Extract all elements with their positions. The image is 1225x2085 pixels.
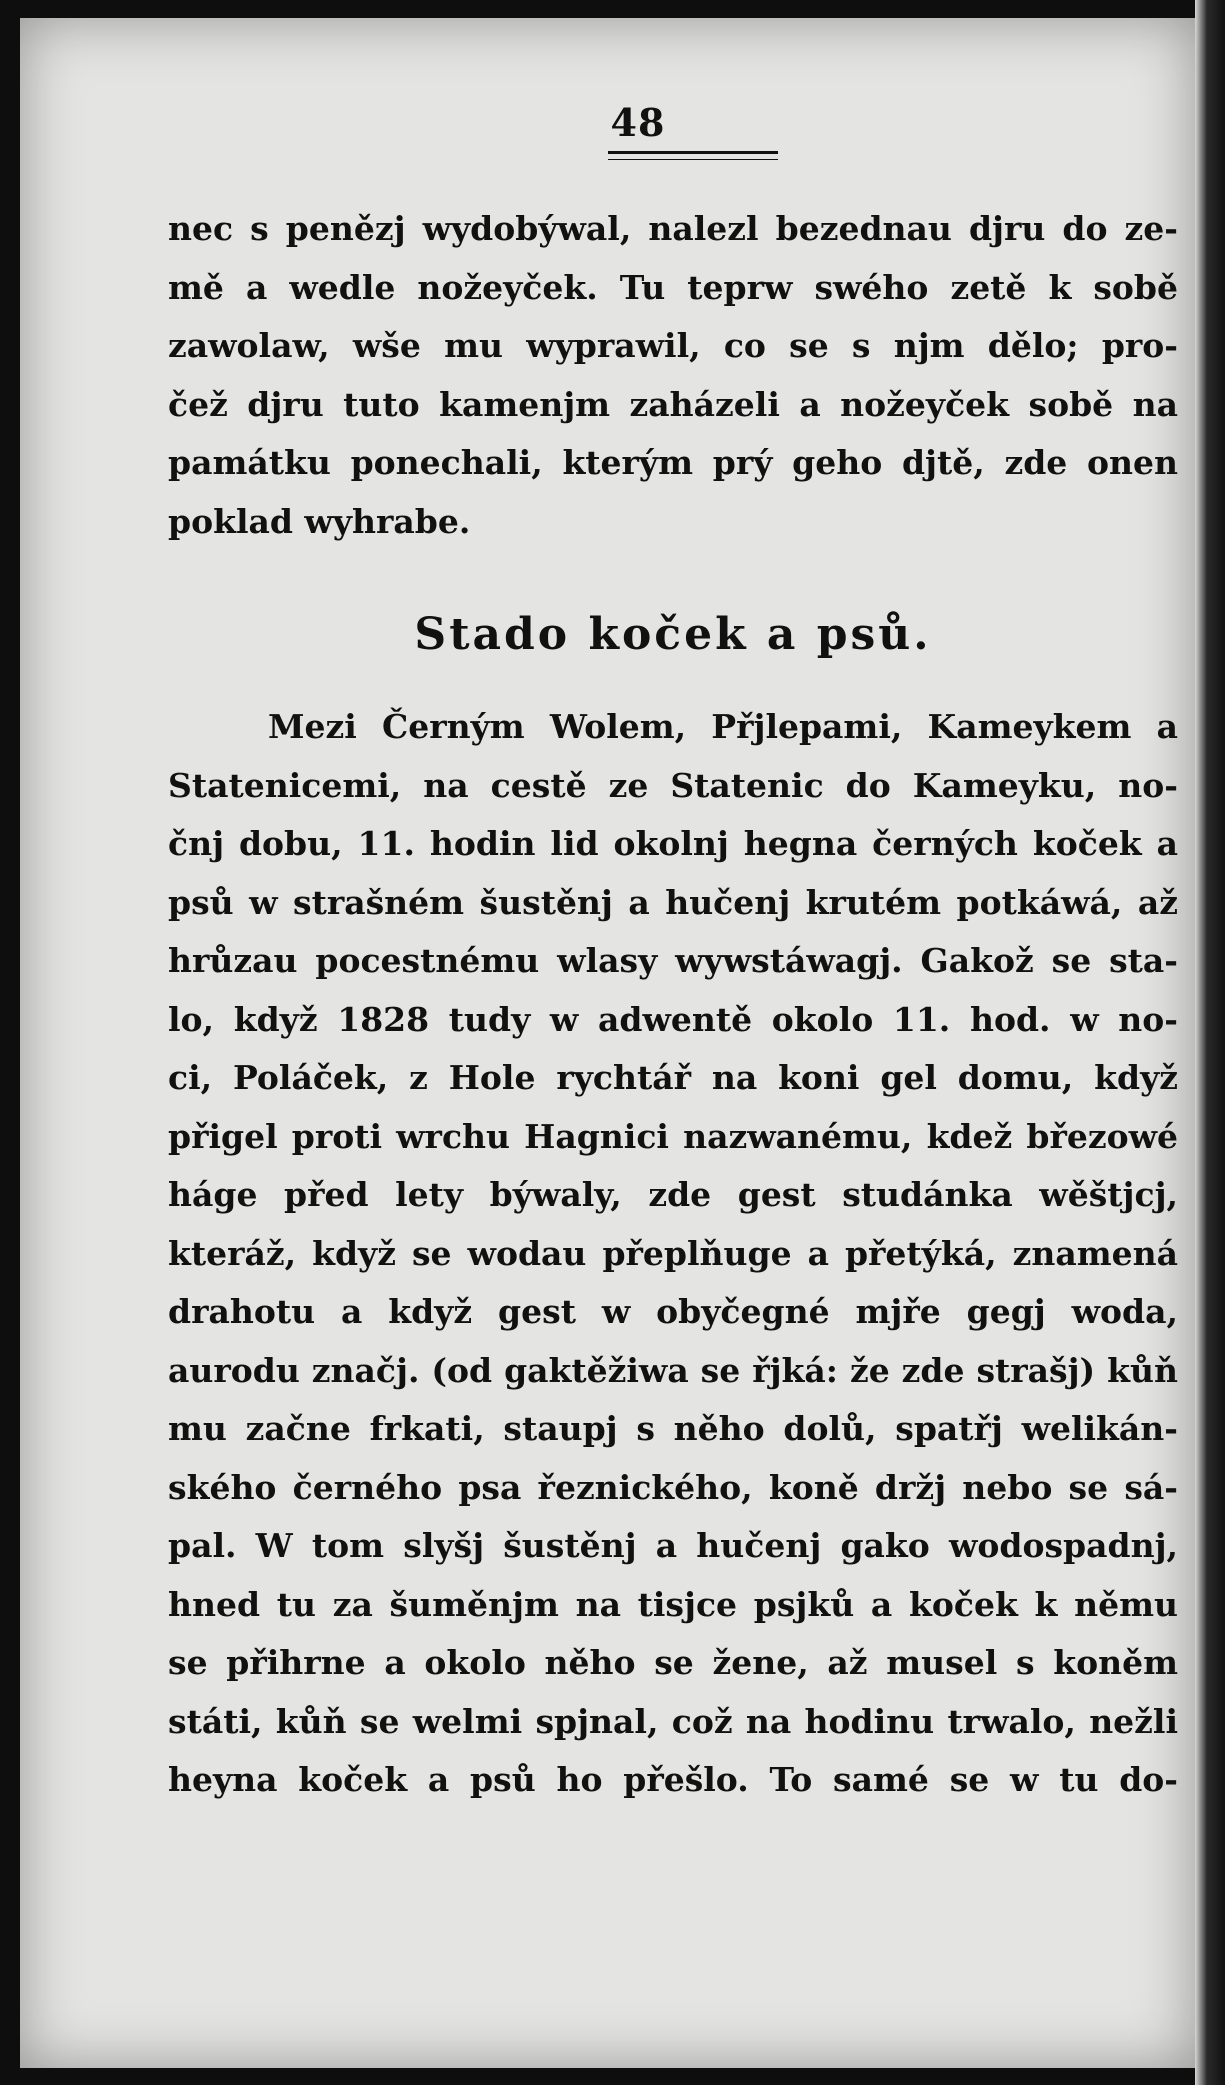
section-heading: Stado koček a psů.: [414, 609, 932, 660]
text-line: čež djru tuto kamenjm zaházeli a nožeyček sobě na: [168, 384, 1178, 424]
text-line: heyna koček a psů ho přešlo. To samé se w tu do-: [168, 1760, 1178, 1799]
text-line: lo, když 1828 tudy w adwentě okolo 11. hod. w no-: [168, 999, 1178, 1039]
text-line: kteráž, když se wodau přeplňuge a přetýká, znamená: [168, 1233, 1178, 1273]
text-line: památku ponechali, kterým prý geho djtě, zde onen: [168, 443, 1178, 482]
text-line: ci, Poláček, z Hole rychtář na koni gel domu, když: [168, 1058, 1178, 1097]
text-line: státi, kůň se welmi spjnal, což na hodinu trwalo, nežli: [168, 1701, 1178, 1741]
paragraph-2: [168, 698, 1178, 1810]
text-line: Mezi Černým Wolem, Přjlepami, Kameykem a: [268, 707, 1178, 746]
text-line: mu začne frkati, staupj s něho dolů, spatřj welikán-: [168, 1409, 1178, 1448]
text-line: mě a wedle nožeyček. Tu teprw swého zetě k sobě: [168, 267, 1178, 307]
page-edge-shadow: [1195, 0, 1225, 2085]
text-line: zawolaw, wše mu wyprawil, co se s njm dělo; pro-: [168, 326, 1178, 365]
page-number-rule: [608, 151, 778, 160]
text-line: hned tu za šuměnjm na tisjce psjků a koček k němu: [168, 1584, 1178, 1624]
text-line: pal. W tom slyšj šustěnj a hučenj gako wodospadnj,: [168, 1526, 1178, 1565]
text-line: Statenicemi, na cestě ze Statenic do Kameyku, no-: [168, 765, 1178, 805]
text-line: háge před lety býwaly, zde gest studánka wěštjcj,: [168, 1175, 1178, 1214]
paragraph-1: [168, 200, 1178, 551]
text-line: přigel proti wrchu Hagnici nazwanému, kdež březowé: [168, 1116, 1178, 1156]
page-content: [168, 100, 1178, 1810]
text-line: poklad wyhrabe.: [168, 501, 471, 541]
text-line: drahotu a když gest w obyčegné mjře gegj woda,: [168, 1292, 1178, 1331]
text-line: čnj dobu, 11. hodin lid okolnj hegna černých koček a: [168, 824, 1178, 863]
page-number: 48: [610, 100, 666, 145]
text-line: aurodu značj. (od gaktěžiwa se řjká: že zde strašj) kůň: [168, 1350, 1178, 1390]
text-line: se přihrne a okolo něho se žene, až musel s koněm: [168, 1643, 1178, 1682]
text-line: hrůzau pocestnému wlasy wywstáwagj. Gakož se sta-: [168, 941, 1178, 980]
text-line: psů w strašném šustěnj a hučenj krutém potkáwá, až: [168, 882, 1178, 922]
text-line: ského černého psa řeznického, koně držj nebo se sá-: [168, 1467, 1178, 1507]
text-line: nec s penězj wydobýwal, nalezl bezednau djru do ze-: [168, 209, 1178, 248]
